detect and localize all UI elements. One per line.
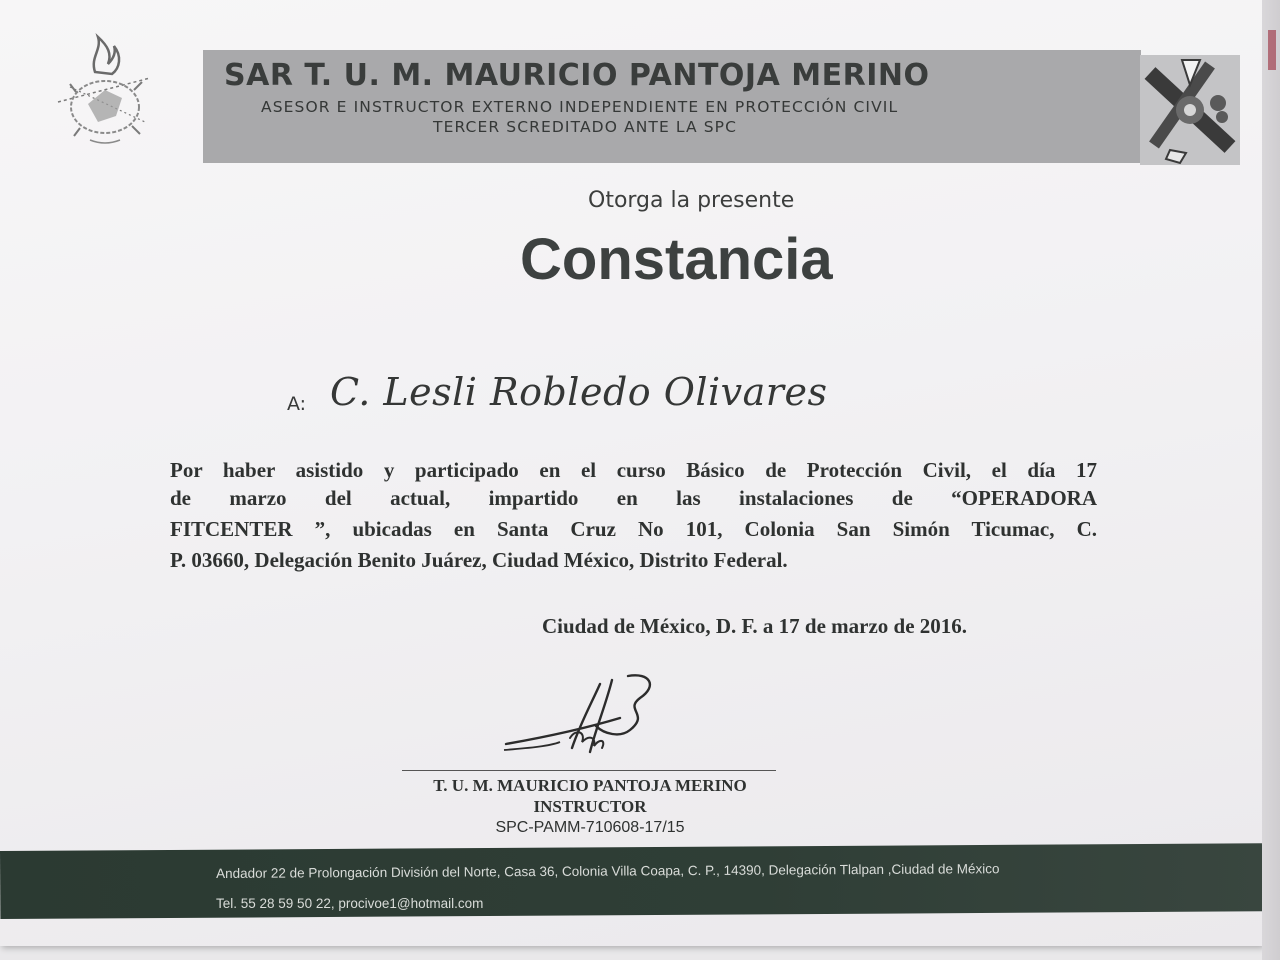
page-edge (1262, 0, 1280, 960)
date-line: Ciudad de México, D. F. a 17 de marzo de 2016. (542, 614, 968, 638)
footer-bar (0, 843, 1262, 919)
recipient-name: C. Lesli Robledo Olivares (330, 370, 828, 414)
fire-emblem-icon (50, 32, 165, 152)
body-line: FITCENTER ”, ubicadas en Santa Cruz No 101, Colonia San Simón Ticumac, C. (170, 517, 1097, 541)
edge-accent (1268, 30, 1276, 70)
handwritten-signature (500, 668, 680, 758)
footer-address: Andador 22 de Prolongación División del Norte, Casa 36, Colonia Villa Coapa, C. P., 14390, Delegación Tlalpan ,Ciudad de México (216, 861, 1000, 881)
signer-role: INSTRUCTOR (533, 797, 647, 816)
header-subtitle-1: ASESOR E INSTRUCTOR EXTERNO INDEPENDIENTE EN PROTECCIÓN CIVIL (261, 98, 899, 116)
document-title: Constancia (520, 227, 833, 292)
signer-code: SPC-PAMM-710608-17/15 (495, 819, 685, 836)
intro-text: Otorga la presente (588, 188, 795, 213)
crossed-tools-emblem-icon (1140, 55, 1240, 165)
header-subtitle-2: TERCER SCREDITADO ANTE LA SPC (433, 118, 738, 136)
body-line: P. 03660, Delegación Benito Juárez, Ciudad México, Distrito Federal. (170, 548, 788, 572)
signer-name: T. U. M. MAURICIO PANTOJA MERINO (433, 776, 747, 795)
signature-line (402, 770, 776, 771)
footer-contact: Tel. 55 28 59 50 22, procivoe1@hotmail.com (216, 896, 484, 911)
body-line: de marzo del actual, impartido en las instalaciones de “OPERADORA (170, 486, 1097, 510)
recipient-prefix: A: (287, 393, 307, 415)
body-line: Por haber asistido y participado en el curso Básico de Protección Civil, el día 17 (170, 458, 1097, 482)
header-title: SAR T. U. M. MAURICIO PANTOJA MERINO (224, 58, 930, 93)
